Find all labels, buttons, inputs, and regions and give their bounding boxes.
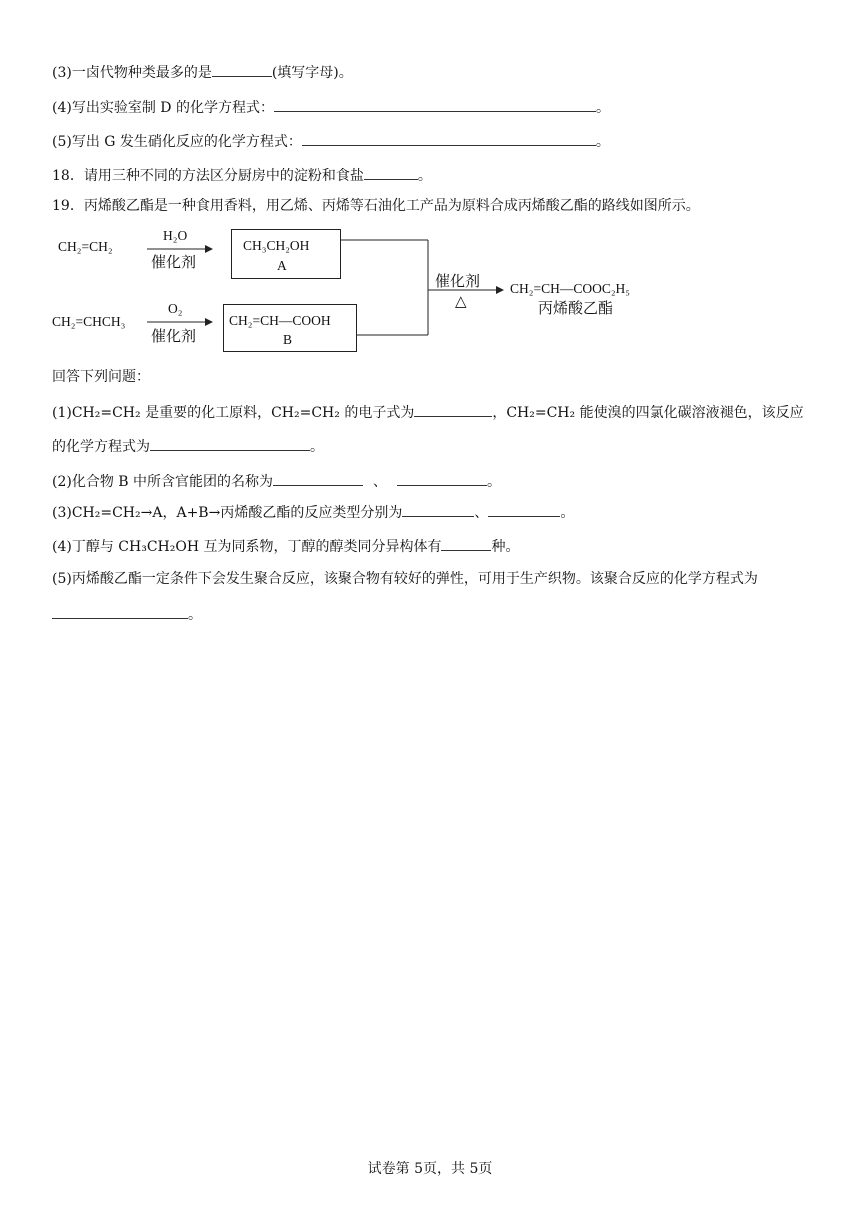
final-product-name: 丙烯酸乙酯 (538, 301, 614, 317)
catalyst-label-2: 催化剂 (151, 329, 197, 345)
q18-text: 18．请用三种不同的方法区分厨房中的淀粉和食盐 (52, 168, 364, 184)
q17-part4-suffix: 。 (595, 100, 610, 116)
q17-part3-text: (3)一卤代物种类最多的是 (52, 65, 212, 81)
answer-blank[interactable] (150, 436, 310, 451)
q19-part1-equation-text: 的化学方程式为 (52, 439, 150, 455)
reagent-oxygen: O₂ (168, 301, 183, 316)
q19-part2-suffix: 。 (487, 474, 502, 490)
heat-symbol: △ (455, 294, 467, 310)
product-b-formula: CH₂=CH—COOH (229, 313, 331, 328)
q19-stem: 19．丙烯酸乙酯是一种食用香料，用乙烯、丙烯等石油化工产品为原料合成丙烯酸乙酯的路线如图所示。 (52, 198, 700, 214)
answer-blank[interactable] (402, 502, 474, 517)
ethylene-formula: CH₂=CH₂ (58, 239, 113, 254)
answer-blank[interactable] (488, 502, 560, 517)
answer-blank[interactable] (414, 402, 492, 417)
page-footer: 试卷第 5页，共 5页 (367, 1161, 493, 1177)
q19-part1-text-cont: ，CH₂=CH₂ 能使溴的四氯化碳溶液褪色，该反应 (492, 405, 804, 421)
q19-part3-suffix: 。 (560, 505, 575, 521)
q19-part2-text: (2)化合物 B 中所含官能团的名称为 (52, 474, 274, 490)
answer-blank[interactable] (52, 604, 188, 619)
reagent-water: H₂O (163, 228, 188, 243)
q19-part5-suffix: 。 (188, 607, 202, 623)
catalyst-label-3: 催化剂 (435, 274, 481, 290)
catalyst-label-1: 催化剂 (151, 255, 197, 271)
product-a-label: A (277, 258, 287, 273)
q19-part1-line2 (52, 436, 324, 456)
product-a-formula: CH₃CH₂OH (243, 238, 310, 253)
q19-part1-line1 (52, 402, 804, 422)
final-product-formula: CH₂=CH—COOC₂H₅ (510, 281, 630, 296)
scheme-lines (0, 0, 860, 360)
answer-blank[interactable] (273, 471, 363, 486)
q18-suffix: 。 (417, 168, 432, 184)
q19-part1-suffix: 。 (310, 439, 324, 455)
q17-part3-suffix: (填写字母)。 (271, 65, 353, 81)
q17-part5-text: (5)写出 G 发生硝化反应的化学方程式： (52, 134, 302, 150)
q19-part4-text: (4)丁醇与 CH₃CH₂OH 互为同系物，丁醇的醇类同分异构体有 (52, 539, 442, 555)
q19-part3-text: (3)CH₂=CH₂→A，A+B→丙烯酸乙酯的反应类型分别为 (52, 505, 403, 521)
separator: 、 (474, 505, 489, 521)
q19-part4-suffix: 种。 (491, 539, 520, 555)
q19-part5-line2 (52, 604, 202, 624)
q19-part1-text: (1)CH₂=CH₂ 是重要的化工原料，CH₂=CH₂ 的电子式为 (52, 405, 415, 421)
q19-part3 (52, 502, 574, 522)
product-b-label: B (283, 332, 293, 347)
answer-prompt: 回答下列问题： (52, 369, 150, 385)
answer-blank[interactable] (441, 536, 491, 551)
q17-part5-suffix: 。 (595, 134, 610, 150)
q17-part4-text: (4)写出实验室制 D 的化学方程式： (52, 100, 274, 116)
q19-part5-line1: (5)丙烯酸乙酯一定条件下会发生聚合反应，该聚合物有较好的弹性，可用于生产织物。该聚合反应的化学方程式为 (52, 571, 758, 587)
propylene-formula: CH₂=CHCH₃ (52, 314, 126, 329)
answer-blank[interactable] (397, 471, 487, 486)
q19-part2 (52, 471, 501, 491)
q19-part4 (52, 536, 519, 556)
separator: 、 (373, 474, 388, 490)
